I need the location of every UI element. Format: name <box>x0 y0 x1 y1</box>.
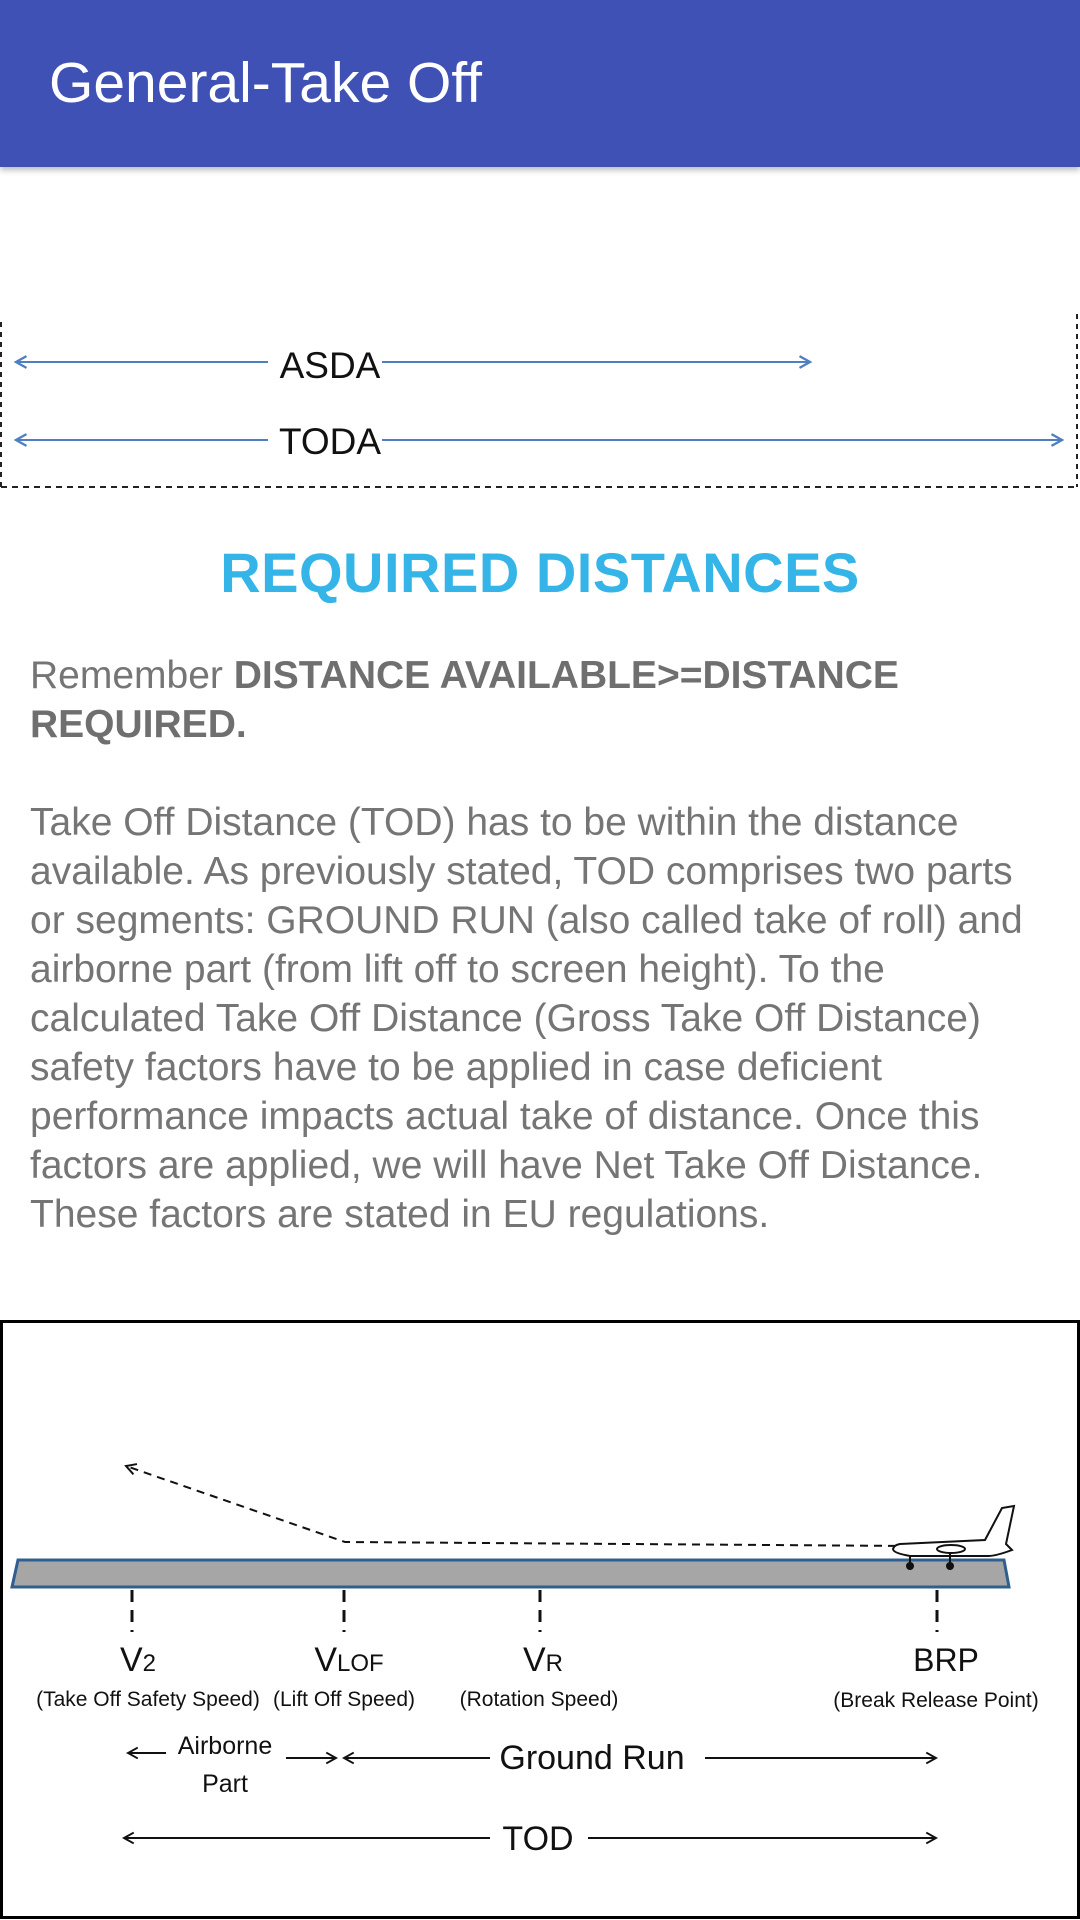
app-bar <box>0 0 1080 167</box>
v2-label: V2 <box>119 1641 157 1679</box>
asda-label: ASDA <box>279 344 381 386</box>
vr-label: VR <box>522 1641 564 1679</box>
remember-prefix: Remember <box>30 654 234 697</box>
vlof-label: VLOF <box>314 1641 384 1679</box>
ground-run-label: Ground Run <box>499 1739 685 1777</box>
takeoff-diagram <box>0 1320 1080 1920</box>
tod-label: TOD <box>502 1820 574 1858</box>
section-heading: REQUIRED DISTANCES <box>220 541 860 604</box>
runway <box>12 1560 1009 1587</box>
toda-label: TODA <box>278 420 382 462</box>
vlof-description: (Lift Off Speed) <box>272 1688 416 1711</box>
vr-description: (Rotation Speed) <box>459 1688 619 1711</box>
asda-toda-figure <box>0 310 1080 490</box>
v2-description: (Take Off Safety Speed) <box>36 1688 260 1711</box>
airborne-label-line2: Part <box>202 1770 248 1798</box>
airborne-label-line1: Airborne <box>177 1732 273 1760</box>
content-body <box>30 651 1050 1239</box>
brp-label: BRP <box>913 1642 979 1678</box>
brp-description: (Break Release Point) <box>833 1689 1039 1712</box>
app-bar-title: General-Take Off <box>49 51 482 115</box>
remember-rule: DISTANCE AVAILABLE>=DISTANCE REQUIRED. <box>30 654 899 746</box>
tod-paragraph: Take Off Distance (TOD) has to be within the distance available. As previously stated, TOD comprises two parts or segments: GROUND RUN (also called take of roll) and airborne part (from lift off to screen height). To the calculated Take Off Distance (Gross Take Off Distance) safety factors have to be applied in case deficient performance impacts actual take of distance. Once this factors are applied, we will have Net Take Off Distance. These factors are stated in EU regulations. <box>30 801 1023 1236</box>
remember-paragraph <box>30 651 1050 749</box>
